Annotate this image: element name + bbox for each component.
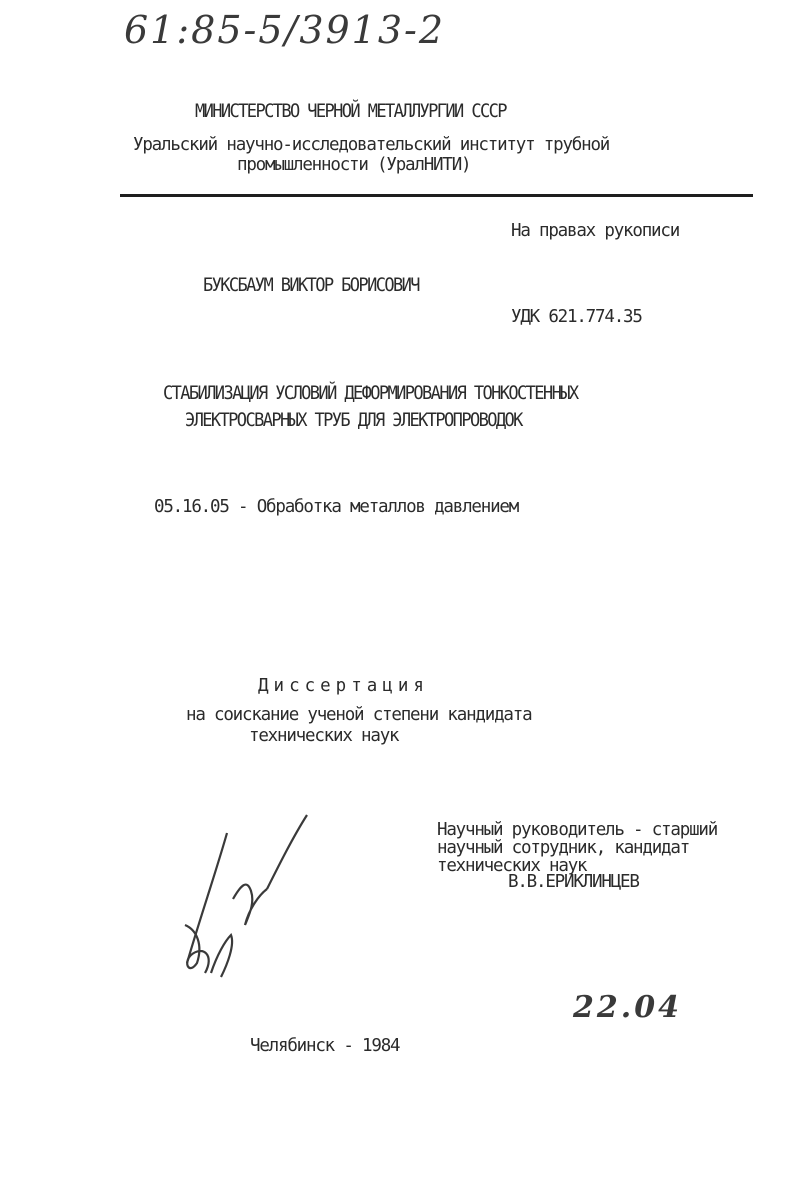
specialty-code: 05.16.05 - Обработка металлов давлением bbox=[154, 497, 519, 517]
author-name: БУКСБАУМ ВИКТОР БОРИСОВИЧ bbox=[203, 274, 419, 297]
institute-line-1: Уральский научно-исследовательский институт трубной bbox=[133, 135, 610, 155]
ministry-heading: МИНИСТЕРСТВО ЧЕРНОЙ МЕТАЛЛУРГИИ СССР bbox=[195, 100, 506, 123]
degree-line-1: на соискание ученой степени кандидата bbox=[186, 705, 532, 725]
supervisor-line-3: технических наук bbox=[437, 856, 587, 876]
city-year: Челябинск - 1984 bbox=[250, 1036, 400, 1056]
signature-icon bbox=[175, 805, 320, 990]
header-divider bbox=[120, 194, 753, 197]
rights-notice: На правах рукописи bbox=[511, 221, 680, 241]
udk-code: УДК 621.774.35 bbox=[511, 307, 642, 327]
document-type: Диссертация bbox=[258, 676, 429, 696]
date-stamp: 22.04 bbox=[573, 990, 682, 1025]
supervisor-line-1: Научный руководитель - старший bbox=[437, 820, 718, 840]
thesis-title-line-2: ЭЛЕКТРОСВАРНЫХ ТРУБ ДЛЯ ЭЛЕКТРОПРОВОДОК bbox=[185, 409, 522, 432]
supervisor-name: В.В.ЕРИКЛИНЦЕВ bbox=[508, 872, 639, 892]
institute-line-2: промышленности (УралНИТИ) bbox=[237, 155, 471, 175]
archive-mark: 61:85-5/3913-2 bbox=[124, 8, 446, 52]
supervisor-line-2: научный сотрудник, кандидат bbox=[437, 838, 690, 858]
degree-line-2: технических наук bbox=[249, 726, 399, 746]
thesis-title-line-1: СТАБИЛИЗАЦИЯ УСЛОВИЙ ДЕФОРМИРОВАНИЯ ТОНКОСТЕННЫХ bbox=[163, 382, 578, 405]
